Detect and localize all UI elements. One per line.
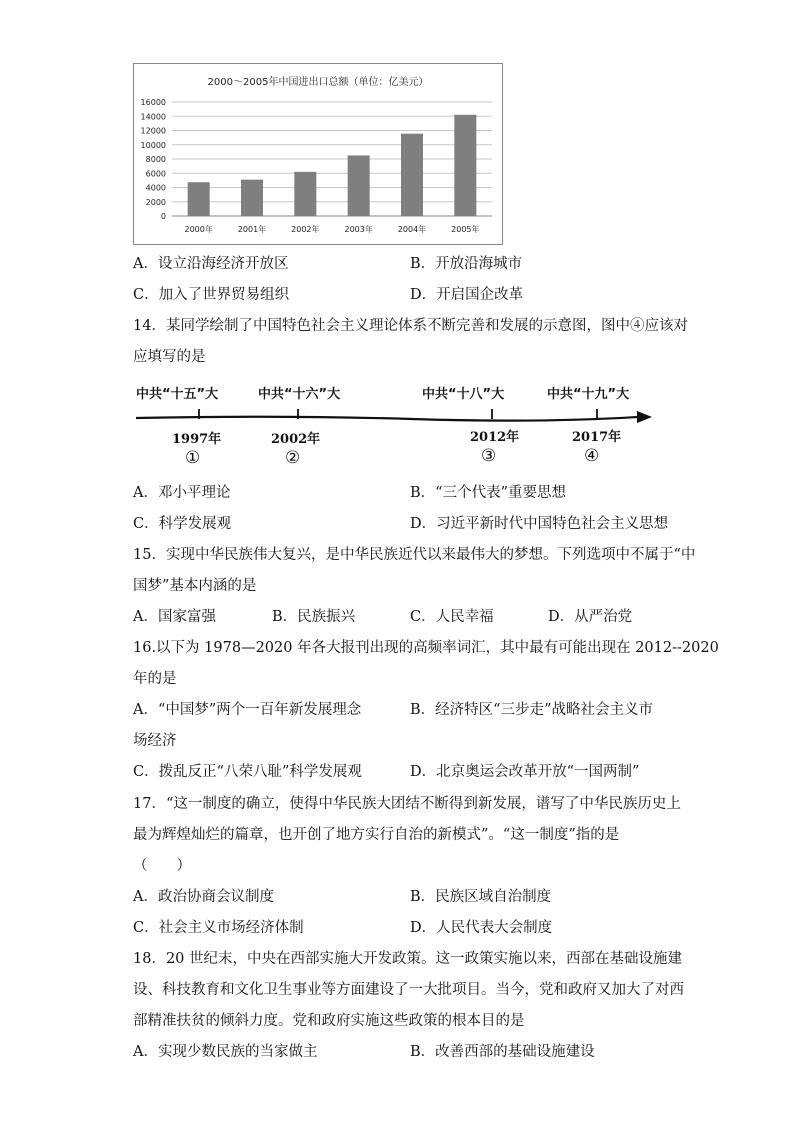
bar bbox=[401, 134, 423, 216]
y-tick-label: 8000 bbox=[145, 155, 166, 164]
x-tick-label: 2005年 bbox=[451, 225, 480, 234]
x-tick-label: 2000年 bbox=[184, 225, 213, 234]
q18-stem-line2: 设、科技教育和文化卫生事业等方面建设了一大批项目。当今，党和政府又加大了对西 bbox=[133, 982, 684, 998]
timeline-event-year: 2017年 bbox=[572, 430, 622, 445]
q18-option-b[interactable]: B．改善西部的基础设施建设 bbox=[410, 1044, 595, 1060]
q17-stem-line1: 17．“这一制度的确立，使得中华民族大团结不断得到新发展，谱写了中华民族历史上 bbox=[133, 796, 681, 812]
q14-option-a[interactable]: A．邓小平理论 bbox=[133, 485, 231, 501]
y-tick-label: 14000 bbox=[140, 112, 166, 122]
timeline-event-number: ① bbox=[185, 448, 201, 468]
q17-option-c[interactable]: C．社会主义市场经济体制 bbox=[133, 920, 304, 936]
q16-option-b-cont[interactable]: 场经济 bbox=[133, 733, 177, 749]
q18-option-a[interactable]: A．实现少数民族的当家做主 bbox=[133, 1044, 318, 1060]
q13-option-b[interactable]: B．开放沿海城市 bbox=[410, 256, 523, 272]
timeline-event-year: 2002年 bbox=[271, 432, 321, 447]
chart-title: 2000～2005年中国进出口总额（单位：亿美元） bbox=[207, 77, 429, 88]
q17-option-a[interactable]: A．政治协商会议制度 bbox=[133, 889, 274, 905]
bar bbox=[188, 182, 210, 216]
x-tick-label: 2001年 bbox=[237, 225, 267, 234]
timeline-event-year: 2012年 bbox=[470, 430, 520, 445]
q14-stem-line2: 应填写的是 bbox=[133, 349, 206, 365]
x-tick-label: 2003年 bbox=[344, 225, 373, 234]
y-tick-label: 2000 bbox=[145, 197, 166, 207]
bar bbox=[454, 115, 476, 216]
q16-stem-line1: 16.以下为 1978—2020 年各大报刊出现的高频率词汇，其中最有可能出现在 2012--2020 bbox=[133, 640, 719, 656]
q13-option-a[interactable]: A．设立沿海经济开放区 bbox=[133, 256, 289, 272]
y-tick-label: 0 bbox=[160, 212, 166, 221]
y-tick-label: 10000 bbox=[140, 140, 166, 150]
y-tick-label: 16000 bbox=[140, 98, 166, 107]
q18-stem-line1: 18．20 世纪末，中央在西部实施大开发政策。这一政策实施以来，西部在基础设施建 bbox=[133, 951, 683, 967]
q16-stem-line2: 年的是 bbox=[133, 671, 177, 687]
q13-option-d[interactable]: D．开启国企改革 bbox=[410, 287, 524, 303]
q15-stem-line1: 15．实现中华民族伟大复兴，是中华民族近代以来最伟大的梦想。下列选项中不属于“中 bbox=[133, 547, 696, 563]
y-tick-label: 6000 bbox=[145, 169, 166, 179]
q15-option-a[interactable]: A．国家富强 bbox=[133, 609, 216, 625]
q18-stem-line3: 部精准扶贫的倾斜力度。党和政府实施这些政策的根本目的是 bbox=[133, 1013, 525, 1029]
timeline-event-number: ④ bbox=[584, 446, 600, 466]
q17-option-b[interactable]: B．民族区域自治制度 bbox=[410, 889, 552, 905]
bar bbox=[294, 172, 316, 216]
q14-option-c[interactable]: C．科学发展观 bbox=[133, 516, 232, 532]
q13-option-c[interactable]: C．加入了世界贸易组织 bbox=[133, 287, 290, 303]
timeline-event-number: ② bbox=[285, 448, 301, 468]
bar-chart-svg bbox=[134, 64, 502, 244]
q17-option-d[interactable]: D．人民代表大会制度 bbox=[410, 920, 553, 936]
q14-option-b[interactable]: B．“三个代表”重要思想 bbox=[410, 485, 566, 501]
timeline-event-number: ③ bbox=[481, 446, 497, 466]
x-tick-label: 2002年 bbox=[291, 225, 320, 234]
timeline-event-label: 中共“十五”大 bbox=[136, 387, 219, 402]
q16-option-d[interactable]: D．北京奥运会改革开放“一国两制” bbox=[410, 764, 640, 780]
import-export-chart bbox=[133, 63, 503, 245]
bar bbox=[241, 180, 263, 216]
timeline-event-year: 1997年 bbox=[172, 432, 222, 447]
y-tick-label: 12000 bbox=[140, 126, 166, 136]
q17-stem-line2: 最为辉煌灿烂的篇章，也开创了地方实行自治的新模式”。“这一制度”指的是 bbox=[133, 827, 620, 843]
timeline-event-label: 中共“十六”大 bbox=[258, 387, 341, 402]
bar bbox=[348, 155, 370, 216]
q15-option-b[interactable]: B．民族振兴 bbox=[272, 609, 356, 625]
q15-option-c[interactable]: C．人民幸福 bbox=[410, 609, 494, 625]
q16-option-b[interactable]: B．经济特区“三步走”战略社会主义市 bbox=[410, 702, 653, 718]
q15-stem-line2: 国梦”基本内涵的是 bbox=[133, 578, 257, 594]
timeline-event-label: 中共“十九”大 bbox=[547, 387, 630, 402]
timeline-event-label: 中共“十八”大 bbox=[422, 387, 505, 402]
q16-option-c[interactable]: C．拨乱反正“八荣八耻”科学发展观 bbox=[133, 764, 362, 780]
y-tick-label: 4000 bbox=[145, 183, 166, 193]
q15-option-d[interactable]: D．从严治党 bbox=[548, 609, 633, 625]
x-tick-label: 2004年 bbox=[397, 225, 427, 234]
q17-answer-blank: （ ） bbox=[133, 858, 191, 874]
q14-option-d[interactable]: D．习近平新时代中国特色社会主义思想 bbox=[410, 516, 669, 532]
q16-option-a[interactable]: A．“中国梦”两个一百年新发展理念 bbox=[133, 702, 362, 718]
theory-timeline bbox=[132, 374, 657, 474]
q14-stem-line1: 14．某同学绘制了中国特色社会主义理论体系不断完善和发展的示意图，图中④应该对 bbox=[133, 318, 688, 334]
